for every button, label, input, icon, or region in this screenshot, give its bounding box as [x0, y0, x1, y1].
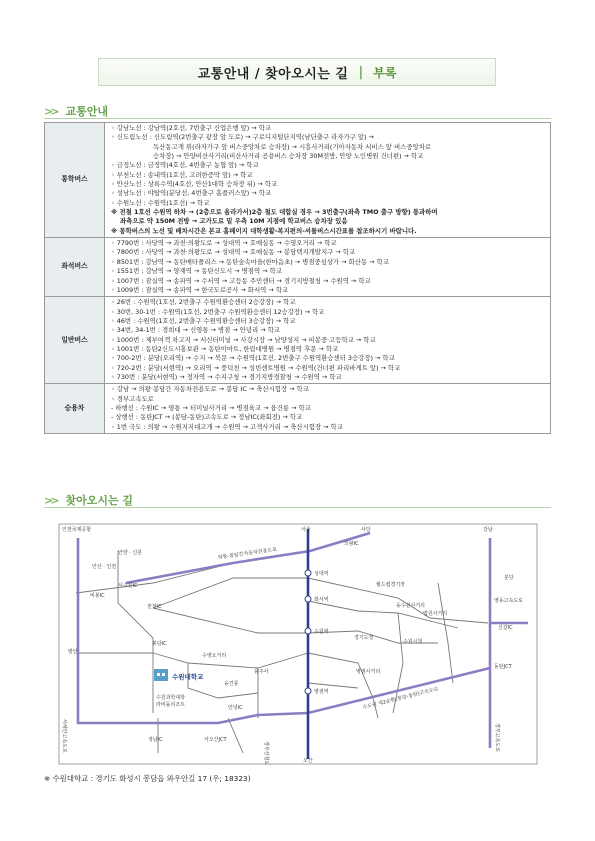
route-line: ◦ 8501번 : 강남역 → 동탄메타폴리스 → 동탄숲속마을(한마음초) → 병점중심상가 → 화산동 → 학교 [111, 257, 389, 266]
route-line: ◦ 1007번 : 잠실역 → 송파역 → 수서역 → 고등동 주민센터 → 경기지방철청 → 수원역 → 학교 [111, 276, 371, 285]
route-line: - 하행선 : 수원IC → 영통 → 터미널사거리 → 병점육교 → 융건릉 → 학교 [111, 403, 311, 412]
map-label: 인천국제공항 [62, 527, 91, 533]
section-title: 찾아오시는 길 [65, 494, 134, 507]
map-label: 사당 [361, 527, 371, 533]
route-line: ◦ 경부고속도로 [111, 394, 154, 403]
directions-map [58, 523, 538, 765]
route-line: ◦ 1000번 : 제부여객 차고지 → 서신터미널 → 사강시장 → 남양성지 → 비봉중·고등학교 → 학교 [111, 335, 376, 344]
double-chevron-icon: >> [44, 493, 57, 507]
route-line: ◦ 730번 : 분당(서현역) → 정자역 → 수지구청 → 경기지방경찰청 → 수원역 → 학교 [111, 372, 342, 381]
station-marker [305, 688, 311, 694]
map-label: 안녕IC [228, 705, 243, 711]
map-label: 라비돌리조트 [156, 702, 185, 708]
map-label: 봉담IC [152, 641, 167, 647]
map-label: 발안 [68, 649, 78, 655]
route-note: 좌측으로 약 150M 전방 → 고가도로 밑 우측 10M 지점에 학교버스 승차장 있음 [120, 217, 348, 226]
route-line: ◦ 1001번 : 동탄2신도시홍보관 → 동탄이마트, 한림대병원 → 병점역 후문 → 학교 [111, 344, 339, 353]
map-label: 용주사 [254, 669, 269, 675]
route-note: ※ 통학버스의 노선 및 배차시간은 본교 홈페이지 대학생활-복지편의-셔틀버스시간표를 참조하시기 바랍니다. [111, 226, 417, 235]
route-line: ◦ 30번, 30-1번 : 수원역(1호선, 2번출구 수원역환승센터 12승강장) → 학교 [111, 307, 325, 316]
route-group-row [45, 297, 551, 384]
map-label: 월드컵경기장 [376, 582, 405, 588]
map-label: 경부고속도로 [494, 723, 500, 752]
page-subtitle: 부록 [373, 65, 397, 80]
map-label: 강남 [483, 527, 493, 533]
route-lines [105, 123, 551, 238]
map-label: 서오산JCT [204, 737, 227, 743]
station-marker [305, 596, 311, 602]
section-title: 교통안내 [65, 105, 108, 118]
map-label: 의왕IC [344, 541, 359, 547]
section-divider [44, 507, 551, 508]
map-label: 서해안고속도로 [61, 719, 67, 753]
map-label: 수원역 [314, 629, 329, 635]
title-separator: | [358, 64, 364, 80]
map-label: 안산 · 인천 [92, 564, 117, 570]
route-category: 좌석버스 [45, 238, 105, 297]
route-category: 통학버스 [45, 123, 105, 238]
route-line: ◦ 수원노선 : 수원역(1호선) → 학교 [111, 198, 210, 207]
map-label: 오산 [303, 758, 313, 764]
route-line: ◦ 신도림노선 : 신도림역(2번출구 광장 앞 도로) → 구로디지털단지역(남단출구 라자가구 앞) → [111, 133, 374, 142]
map-label: 화서역 [314, 597, 329, 603]
double-chevron-icon: >> [44, 104, 57, 118]
route-lines [105, 384, 551, 434]
route-lines [105, 238, 551, 297]
map-label: 수영오거리 [202, 653, 227, 659]
map-label: 법원사거리 [423, 611, 448, 617]
route-line: ◦ 금정노선 : 금정역(4호선, 4번출구 농협 앞) → 학교 [111, 161, 259, 170]
page-title: 교통안내 / 찾아오시는 길 [197, 66, 349, 82]
route-table [44, 122, 551, 434]
route-line: ◦ 7800번 : 사당역 → 과천·의왕도로 → 성대역 → 호매실동 → 봉담택지개발지구 → 학교 [111, 248, 356, 257]
section-heading-directions [44, 492, 133, 508]
route-line: ◦ 강남노선 : 강남역(2호선, 7번출구 신업은행 앞) → 학교 [111, 124, 271, 132]
route-line: 독산동고개 위(라자가구 앞 버스중앙차로 승차장) → 시흥사거리(기아자동차 서비스 앞 버스중앙차로 [153, 142, 432, 151]
title-bar [98, 58, 496, 86]
map-label: 경부선철도 [263, 741, 269, 765]
section-heading-transport [44, 103, 108, 119]
map-label: 서울 [301, 527, 311, 533]
route-line: ◦ 부천노선 : 송내역(1호선, 고려한증막 앞) → 학교 [111, 170, 253, 179]
map-label: 정남IC [148, 737, 163, 743]
university-icon [154, 669, 168, 681]
map-label: 수도권 제2순환(봉담-동탄)고속도로 [362, 686, 440, 711]
station-marker [305, 628, 311, 634]
map-label: 수원과학대학 [156, 695, 185, 701]
map-label: 병점역 [314, 689, 329, 695]
map-label: 비봉IC [90, 593, 105, 599]
route-line: 승차장) → 안양비산사거리(비산사거리 공용버스 승차장 30M전방, 안양 노인병원 건너편) → 학교 [153, 152, 424, 161]
route-line: ◦ 46번 : 수원역(1호선, 2번출구 수원역환승센터 3승강장) → 학교 [111, 316, 296, 325]
map-label: 수원대학교 [172, 673, 204, 681]
route-group-row [45, 123, 551, 238]
map-label: 분당 [504, 575, 514, 581]
route-category: 일반버스 [45, 297, 105, 384]
route-line: ◦ 26번 : 수원역(1호선, 2번출구 수원역환승센터 2승강장) → 학교 [111, 298, 296, 307]
route-line: ◦ 700-2번 : 분당(오리역) → 수지 → 북문 → 수원역(1호선, 2번출구 수원역환승센터 3승강장) → 학교 [111, 354, 395, 363]
section-divider [44, 118, 551, 119]
map-svg [58, 523, 538, 765]
map-label: 동수원사거리 [396, 603, 425, 609]
address-note: ※ 수원대학교 : 경기도 화성시 봉담읍 와우안길 17 (우; 18323) [44, 774, 251, 783]
station-marker [305, 570, 311, 576]
route-line: ◦ 1번 국도 : 의왕 → 수원지지대고개 → 수원역 → 고색사거리 → 축산시험장 → 학교 [111, 422, 343, 431]
map-label: 영동고속도로 [494, 598, 523, 604]
route-line: ◦ 성남노선 : 야탑역(분당선, 4번출구 홈플러스앞) → 학교 [111, 189, 272, 198]
map-label: 경기도청 [354, 635, 374, 641]
route-line: ◦ 1551번 : 강남역 → 양재역 → 동탄신도시 → 병점역 → 학교 [111, 267, 282, 276]
route-group-row [45, 238, 551, 297]
map-frame [59, 524, 537, 764]
route-line: ◦ 강남 → 의왕·봉담간 자동차전용도로 → 봉담 IC → 축산시험장 → 학교 [111, 385, 309, 394]
route-line: ◦ 34번, 34-1번 : 경희대 → 신영통 → 병점 → 안녕리 → 학교 [111, 326, 280, 335]
map-label: 융건릉 [224, 681, 239, 687]
map-label: 천천IC [147, 604, 162, 610]
route-group-row [45, 384, 551, 434]
map-label: 성대역 [314, 571, 329, 577]
map-label: 신갈IC [498, 625, 513, 631]
route-lines [105, 297, 551, 384]
map-label: 동탄JCT [494, 664, 512, 670]
map-label: 병점사거리 [356, 669, 381, 675]
university-marker [154, 669, 168, 681]
map-label: 수원시청 [403, 639, 423, 645]
route-line: ◦ 1009번 : 잠실역 → 송파역 → 한국도로공사 → 화서역 → 학교 [111, 285, 289, 294]
route-line: ◦ 7790번 : 사당역 → 과천·의왕도로 → 성대역 → 호매실동 → 수영오거리 → 학교 [111, 239, 337, 248]
route-line: - 상행선 : 동탄JCT → (봉담-동탄)고속도로 → 정남IC(좌회전) → 학교 [111, 413, 303, 422]
route-note: ※ 전철 1호선 수원역 하차 → (2층으로 올라가서)2층 철도 대합실 경우 → 3번출구(좌측 TMO 출구 방향) 통과하여 [111, 208, 438, 217]
map-label: 의왕-봉담간자동차전용도로 [217, 546, 278, 561]
map-label: 안양 · 신분 [118, 550, 143, 556]
route-line: ◦ 안산노선 : 상록수역(4호선, 안산1대학 승차장 뒤) → 학교 [111, 180, 278, 189]
map-label: 서수원IC [118, 583, 138, 589]
route-line: ◦ 720-2번 : 분당(서현역) → 오리역 → 풍덕천 → 성빈센트병원 → 수원역(건너편 파리바게트 앞) → 학교 [111, 363, 401, 372]
route-category: 승용차 [45, 384, 105, 434]
